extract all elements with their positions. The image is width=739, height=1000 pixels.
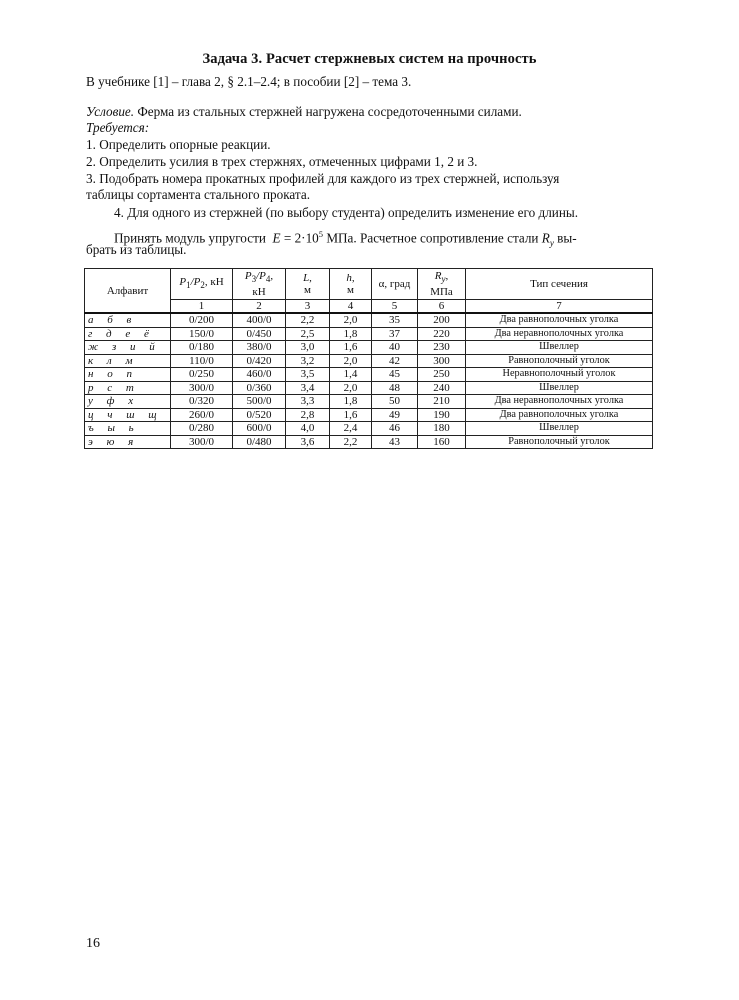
height-cell: 2,0 [330, 313, 372, 327]
condition-text: Ферма из стальных стержней нагружена сосредоточенными силами. [134, 104, 522, 119]
column-number: 3 [286, 300, 330, 314]
resistance-cell: 250 [418, 368, 466, 382]
section-type-cell: Два равнополочных уголка [466, 408, 653, 422]
section-type-cell: Неравнополочный уголок [466, 368, 653, 382]
condition-line [86, 104, 651, 120]
p1-p2-cell: 0/320 [171, 395, 233, 409]
section-type-cell: Равнополочный уголок [466, 435, 653, 449]
task-item-3: 3. Подобрать номера прокатных профилей для каждого из трех стержней, используя [86, 171, 560, 186]
modulus-symbol: E [272, 230, 281, 246]
task-item-2: 2. Определить усилия в трех стержнях, отмеченных цифрами 1, 2 и 3. [86, 154, 478, 169]
header-resistance: $R_y$, МПа [418, 269, 466, 300]
table-row [85, 422, 653, 436]
height-cell: 2,2 [330, 435, 372, 449]
alphabet-cell: ъ ы ь [85, 422, 171, 436]
variants-table [84, 268, 653, 449]
length-cell: 2,8 [286, 408, 330, 422]
table-row [85, 381, 653, 395]
alphabet-cell: г д е ё [85, 327, 171, 341]
p1-p2-cell: 300/0 [171, 381, 233, 395]
p3-p4-cell: 600/0 [233, 422, 286, 436]
resistance-symbol: R [541, 230, 550, 246]
table-row [85, 435, 653, 449]
length-cell: 3,0 [286, 341, 330, 355]
header-p1-p2: $P_1/P_2$, кН [171, 269, 233, 300]
alphabet-cell: н о п [85, 368, 171, 382]
p3-p4-cell: 0/480 [233, 435, 286, 449]
header-section-type: Тип сечения [466, 269, 653, 300]
column-number: 6 [418, 300, 466, 314]
height-cell: 1,4 [330, 368, 372, 382]
length-cell: 3,5 [286, 368, 330, 382]
height-cell: 1,6 [330, 408, 372, 422]
angle-cell: 49 [372, 408, 418, 422]
angle-cell: 42 [372, 354, 418, 368]
table-row [85, 395, 653, 409]
alphabet-cell: у ф х [85, 395, 171, 409]
height-cell: 2,0 [330, 381, 372, 395]
table-row [85, 327, 653, 341]
condition-label: Условие. [86, 104, 135, 119]
p3-p4-cell: 500/0 [233, 395, 286, 409]
length-cell: 3,6 [286, 435, 330, 449]
header-length: L, м [286, 269, 330, 300]
angle-cell: 37 [372, 327, 418, 341]
angle-cell: 48 [372, 381, 418, 395]
table-row [85, 408, 653, 422]
alphabet-cell: к л м [85, 354, 171, 368]
p1-p2-cell: 150/0 [171, 327, 233, 341]
section-type-cell: Два неравнополочных уголка [466, 395, 653, 409]
alphabet-cell: ж з и й [85, 341, 171, 355]
p3-p4-cell: 0/520 [233, 408, 286, 422]
alphabet-cell: р с т [85, 381, 171, 395]
angle-cell: 46 [372, 422, 418, 436]
height-cell: 1,6 [330, 341, 372, 355]
length-cell: 3,3 [286, 395, 330, 409]
alphabet-cell: э ю я [85, 435, 171, 449]
resistance-cell: 220 [418, 327, 466, 341]
table-row [85, 313, 653, 327]
angle-cell: 45 [372, 368, 418, 382]
length-cell: 2,5 [286, 327, 330, 341]
resistance-cell: 230 [418, 341, 466, 355]
modulus-line-continued: брать из таблицы. [86, 242, 187, 257]
length-cell: 3,2 [286, 354, 330, 368]
p3-p4-cell: 400/0 [233, 313, 286, 327]
section-type-cell: Швеллер [466, 341, 653, 355]
p3-p4-cell: 380/0 [233, 341, 286, 355]
length-cell: 2,2 [286, 313, 330, 327]
table-row [85, 368, 653, 382]
column-number: 5 [372, 300, 418, 314]
angle-cell: 50 [372, 395, 418, 409]
section-type-cell: Швеллер [466, 422, 653, 436]
table-row [85, 354, 653, 368]
resistance-cell: 300 [418, 354, 466, 368]
section-type-cell: Два неравнополочных уголка [466, 327, 653, 341]
angle-cell: 40 [372, 341, 418, 355]
resistance-cell: 180 [418, 422, 466, 436]
height-cell: 2,0 [330, 354, 372, 368]
p1-p2-cell: 110/0 [171, 354, 233, 368]
section-type-cell: Два равнополочных уголка [466, 313, 653, 327]
p3-p4-cell: 0/360 [233, 381, 286, 395]
task-item-3-continued: таблицы сортамента стального проката. [86, 187, 310, 202]
height-cell: 1,8 [330, 327, 372, 341]
height-cell: 1,8 [330, 395, 372, 409]
column-number: 4 [330, 300, 372, 314]
alphabet-cell: ц ч ш щ [85, 408, 171, 422]
resistance-cell: 160 [418, 435, 466, 449]
modulus-line: Принять модуль упругости $E = 2\cdot 10^5$ МПа. Расчетное сопротивление стали $R_y$ вы- [114, 229, 577, 249]
height-cell: 2,4 [330, 422, 372, 436]
angle-cell: 35 [372, 313, 418, 327]
column-number: 2 [233, 300, 286, 314]
p3-p4-cell: 0/450 [233, 327, 286, 341]
section-type-cell: Швеллер [466, 381, 653, 395]
task-item-4: 4. Для одного из стержней (по выбору студента) определить изменение его длины. [114, 205, 579, 220]
resistance-cell: 190 [418, 408, 466, 422]
header-height: h, м [330, 269, 372, 300]
table-row [85, 341, 653, 355]
angle-cell: 43 [372, 435, 418, 449]
reference-line: В учебнике [1] – глава 2, § 2.1–2.4; в пособии [2] – тема 3. [86, 74, 412, 89]
table-body [85, 313, 653, 449]
length-cell: 4,0 [286, 422, 330, 436]
p1-p2-cell: 260/0 [171, 408, 233, 422]
column-number: 1 [171, 300, 233, 314]
resistance-cell: 210 [418, 395, 466, 409]
section-type-cell: Равнополочный уголок [466, 354, 653, 368]
p3-p4-cell: 460/0 [233, 368, 286, 382]
task-item-1: 1. Определить опорные реакции. [86, 137, 271, 152]
header-p3-p4: $P_3/P_4$, кН [233, 269, 286, 300]
length-cell: 3,4 [286, 381, 330, 395]
p1-p2-cell: 0/200 [171, 313, 233, 327]
column-number: 7 [466, 300, 653, 314]
resistance-cell: 200 [418, 313, 466, 327]
resistance-cell: 240 [418, 381, 466, 395]
required-label: Требуется: [86, 120, 150, 135]
page-number: 16 [86, 936, 100, 951]
p1-p2-cell: 0/180 [171, 341, 233, 355]
p1-p2-cell: 300/0 [171, 435, 233, 449]
p1-p2-cell: 0/280 [171, 422, 233, 436]
task-title: Задача 3. Расчет стержневых систем на прочность [202, 51, 537, 67]
alphabet-cell: а б в [85, 313, 171, 327]
p1-p2-cell: 0/250 [171, 368, 233, 382]
header-angle: α, град [372, 269, 418, 300]
header-alphabet: Алфавит [85, 269, 171, 314]
p3-p4-cell: 0/420 [233, 354, 286, 368]
